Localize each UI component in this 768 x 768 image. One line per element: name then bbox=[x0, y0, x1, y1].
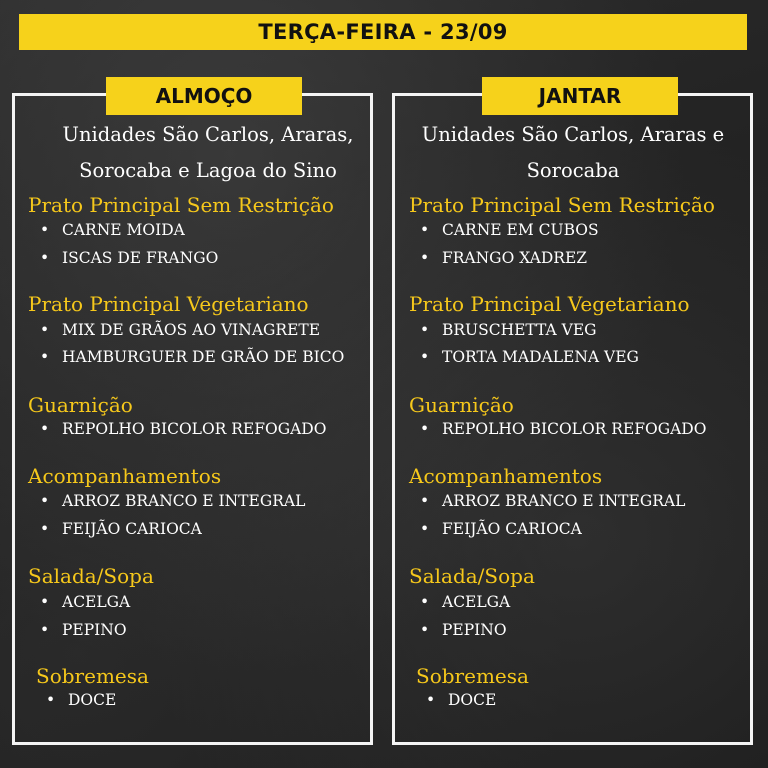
lunch-section-title: Prato Principal Sem Restrição bbox=[28, 193, 334, 217]
bullet-icon: • bbox=[40, 520, 50, 538]
bullet-icon: • bbox=[420, 348, 430, 366]
bullet-icon: • bbox=[40, 621, 50, 639]
lunch-units-line2: Sorocaba e Lagoa do Sino bbox=[79, 159, 337, 182]
dinner-section-title: Sobremesa bbox=[416, 664, 529, 688]
lunch-menu-item: • ACELGA bbox=[40, 593, 131, 611]
bullet-icon: • bbox=[420, 621, 430, 639]
bullet-icon: • bbox=[40, 593, 50, 611]
lunch-section-title: Sobremesa bbox=[36, 664, 149, 688]
dinner-section-title: Prato Principal Sem Restrição bbox=[409, 193, 715, 217]
dinner-section-title: Guarnição bbox=[409, 393, 514, 417]
dinner-units-line2: Sorocaba bbox=[526, 159, 620, 182]
dinner-menu-item: • DOCE bbox=[426, 691, 497, 709]
lunch-menu-item: • MIX DE GRÃOS AO VINAGRETE bbox=[40, 321, 321, 339]
dinner-units-line1: Unidades São Carlos, Araras e bbox=[421, 123, 725, 146]
lunch-menu-item: • PEPINO bbox=[40, 621, 127, 639]
lunch-section-title: Prato Principal Vegetariano bbox=[28, 292, 309, 316]
lunch-menu-item: • FEIJÃO CARIOCA bbox=[40, 520, 202, 538]
lunch-section-title: Guarnição bbox=[28, 393, 133, 417]
bullet-icon: • bbox=[40, 249, 50, 267]
lunch-section-title: Salada/Sopa bbox=[28, 564, 154, 588]
bullet-icon: • bbox=[40, 420, 50, 438]
bullet-icon: • bbox=[426, 691, 436, 709]
bullet-icon: • bbox=[40, 221, 50, 239]
dinner-section-title: Acompanhamentos bbox=[409, 464, 603, 488]
bullet-icon: • bbox=[420, 520, 430, 538]
lunch-section-title: Acompanhamentos bbox=[28, 464, 222, 488]
dinner-label: JANTAR bbox=[482, 77, 678, 115]
dinner-menu-item: • BRUSCHETTA VEG bbox=[420, 321, 597, 339]
bullet-icon: • bbox=[420, 221, 430, 239]
lunch-menu-item: • DOCE bbox=[46, 691, 117, 709]
bullet-icon: • bbox=[40, 348, 50, 366]
bullet-icon: • bbox=[420, 593, 430, 611]
lunch-menu-item: • ARROZ BRANCO E INTEGRAL bbox=[40, 492, 306, 510]
bullet-icon: • bbox=[420, 420, 430, 438]
lunch-menu-item: • REPOLHO BICOLOR REFOGADO bbox=[40, 420, 327, 438]
bullet-icon: • bbox=[420, 321, 430, 339]
day-banner: TERÇA-FEIRA - 23/09 bbox=[19, 14, 747, 50]
lunch-menu-item: • CARNE MOIDA bbox=[40, 221, 185, 239]
bullet-icon: • bbox=[40, 321, 50, 339]
dinner-menu-item: • FEIJÃO CARIOCA bbox=[420, 520, 582, 538]
lunch-units-line1: Unidades São Carlos, Araras, bbox=[62, 123, 354, 146]
dinner-menu-item: • ACELGA bbox=[420, 593, 511, 611]
lunch-label: ALMOÇO bbox=[106, 77, 302, 115]
dinner-menu-item: • REPOLHO BICOLOR REFOGADO bbox=[420, 420, 707, 438]
bullet-icon: • bbox=[40, 492, 50, 510]
dinner-menu-item: • PEPINO bbox=[420, 621, 507, 639]
dinner-section-title: Prato Principal Vegetariano bbox=[409, 292, 690, 316]
dinner-menu-item: • FRANGO XADREZ bbox=[420, 249, 588, 267]
dinner-section-title: Salada/Sopa bbox=[409, 564, 535, 588]
bullet-icon: • bbox=[46, 691, 56, 709]
bullet-icon: • bbox=[420, 249, 430, 267]
dinner-units bbox=[400, 117, 746, 189]
bullet-icon: • bbox=[420, 492, 430, 510]
lunch-units bbox=[20, 117, 396, 189]
lunch-menu-item: • ISCAS DE FRANGO bbox=[40, 249, 219, 267]
dinner-menu-item: • TORTA MADALENA VEG bbox=[420, 348, 639, 366]
dinner-menu-item: • ARROZ BRANCO E INTEGRAL bbox=[420, 492, 686, 510]
lunch-menu-item: • HAMBURGUER DE GRÃO DE BICO bbox=[40, 348, 345, 366]
dinner-menu-item: • CARNE EM CUBOS bbox=[420, 221, 599, 239]
